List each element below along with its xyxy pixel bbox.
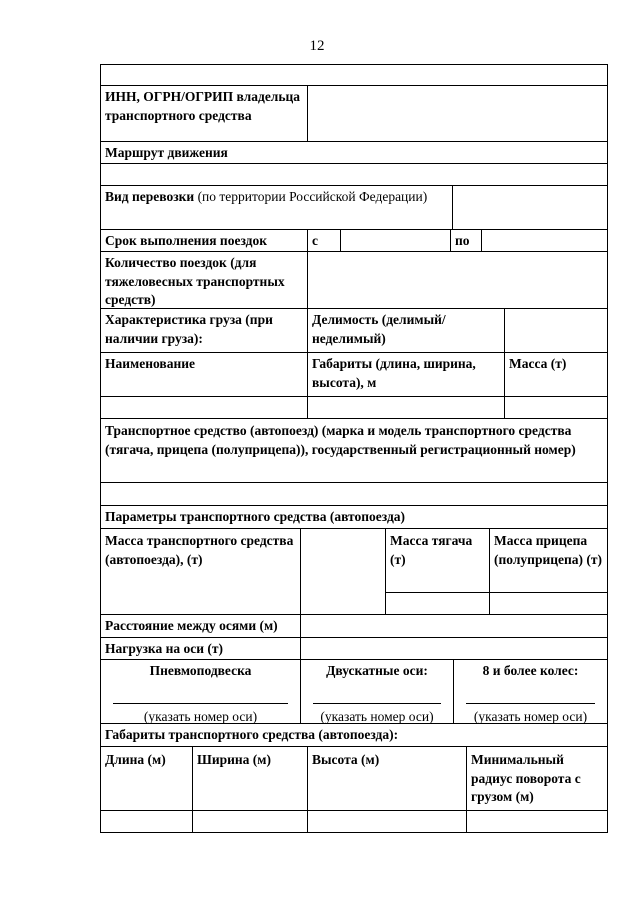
cargo-mass-field[interactable] — [504, 396, 608, 419]
page-number: 12 — [309, 38, 325, 54]
axle-load-field[interactable] — [300, 637, 608, 660]
owner-id-field[interactable] — [307, 85, 608, 142]
trip-period-label: Срок выполнения поездок — [100, 229, 308, 252]
eight-wheels-cell — [453, 659, 608, 724]
owner-id-label: ИНН, ОГРН/ОГРИП владельца транспортного средства — [100, 85, 308, 142]
vehicle-mass-label: Масса транспортного средства (автопоезда), (т) — [100, 528, 301, 615]
cargo-name-field[interactable] — [100, 396, 308, 419]
eight-wheels-hint: (указать номер оси) — [473, 708, 588, 724]
cargo-label: Характеристика груза (при наличии груза): — [100, 308, 308, 353]
tractor-mass-field[interactable] — [385, 592, 490, 615]
route-label: Маршрут движения — [100, 141, 608, 164]
vehicle-field[interactable] — [100, 482, 608, 506]
blank-header-cell[interactable] — [100, 64, 608, 86]
height-field[interactable] — [307, 810, 467, 833]
turn-radius-label: Минимальный радиус поворота с грузом (м) — [466, 746, 608, 811]
cargo-divisibility-label: Делимость (делимый/неделимый) — [307, 308, 505, 353]
transport-type-label-normal: (по территории Российской Федерации) — [197, 189, 428, 204]
transport-type-label — [100, 185, 453, 230]
trip-period-from-field[interactable] — [340, 229, 451, 252]
params-label: Параметры транспортного средства (автопоезда) — [100, 505, 608, 529]
pneumatic-label: Пневмоподвеска — [149, 663, 252, 678]
pneumatic-cell — [100, 659, 301, 724]
vehicle-label: Транспортное средство (автопоезд) (марка и модель транспортного средства (тягача, прицепа (полуприцепа)), государственный регистрационный номер) — [100, 418, 608, 483]
transport-type-label-bold: Вид перевозки — [105, 189, 195, 204]
trailer-mass-field[interactable] — [489, 592, 608, 615]
pneumatic-hint: (указать номер оси) — [143, 708, 258, 724]
dimensions-label: Габариты транспортного средства (автопоезда): — [100, 723, 608, 747]
pneumatic-input-line[interactable] — [113, 703, 288, 704]
dual-axles-label: Двускатные оси: — [326, 663, 428, 678]
trailer-mass-label: Масса прицепа (полуприцепа) (т) — [489, 528, 608, 593]
trip-period-to-field[interactable] — [481, 229, 608, 252]
transport-type-field[interactable] — [452, 185, 608, 230]
length-field[interactable] — [100, 810, 193, 833]
axle-distance-field[interactable] — [300, 614, 608, 638]
height-label: Высота (м) — [307, 746, 467, 811]
turn-radius-field[interactable] — [466, 810, 608, 833]
trip-period-from-label: с — [307, 229, 341, 252]
cargo-dimensions-label: Габариты (длина, ширина, высота), м — [307, 352, 505, 397]
route-field[interactable] — [100, 163, 608, 186]
length-label: Длина (м) — [100, 746, 193, 811]
width-field[interactable] — [192, 810, 308, 833]
width-label: Ширина (м) — [192, 746, 308, 811]
trip-period-to-label: по — [450, 229, 482, 252]
cargo-name-label: Наименование — [100, 352, 308, 397]
trip-count-label: Количество поездок (для тяжеловесных транспортных средств) — [100, 251, 308, 309]
cargo-dimensions-field[interactable] — [307, 396, 505, 419]
axle-distance-label: Расстояние между осями (м) — [100, 614, 301, 638]
axle-load-label: Нагрузка на оси (т) — [100, 637, 301, 660]
cargo-mass-label: Масса (т) — [504, 352, 608, 397]
cargo-divisibility-field[interactable] — [504, 308, 608, 353]
dual-axles-cell — [300, 659, 454, 724]
dual-axles-hint: (указать номер оси) — [320, 708, 434, 724]
vehicle-mass-field[interactable] — [300, 528, 386, 615]
tractor-mass-label: Масса тягача (т) — [385, 528, 490, 593]
dual-axles-input-line[interactable] — [313, 703, 441, 704]
permit-form — [100, 64, 608, 834]
eight-wheels-input-line[interactable] — [466, 703, 595, 704]
trip-count-field[interactable] — [307, 251, 608, 309]
eight-wheels-label: 8 и более колес: — [482, 663, 579, 678]
